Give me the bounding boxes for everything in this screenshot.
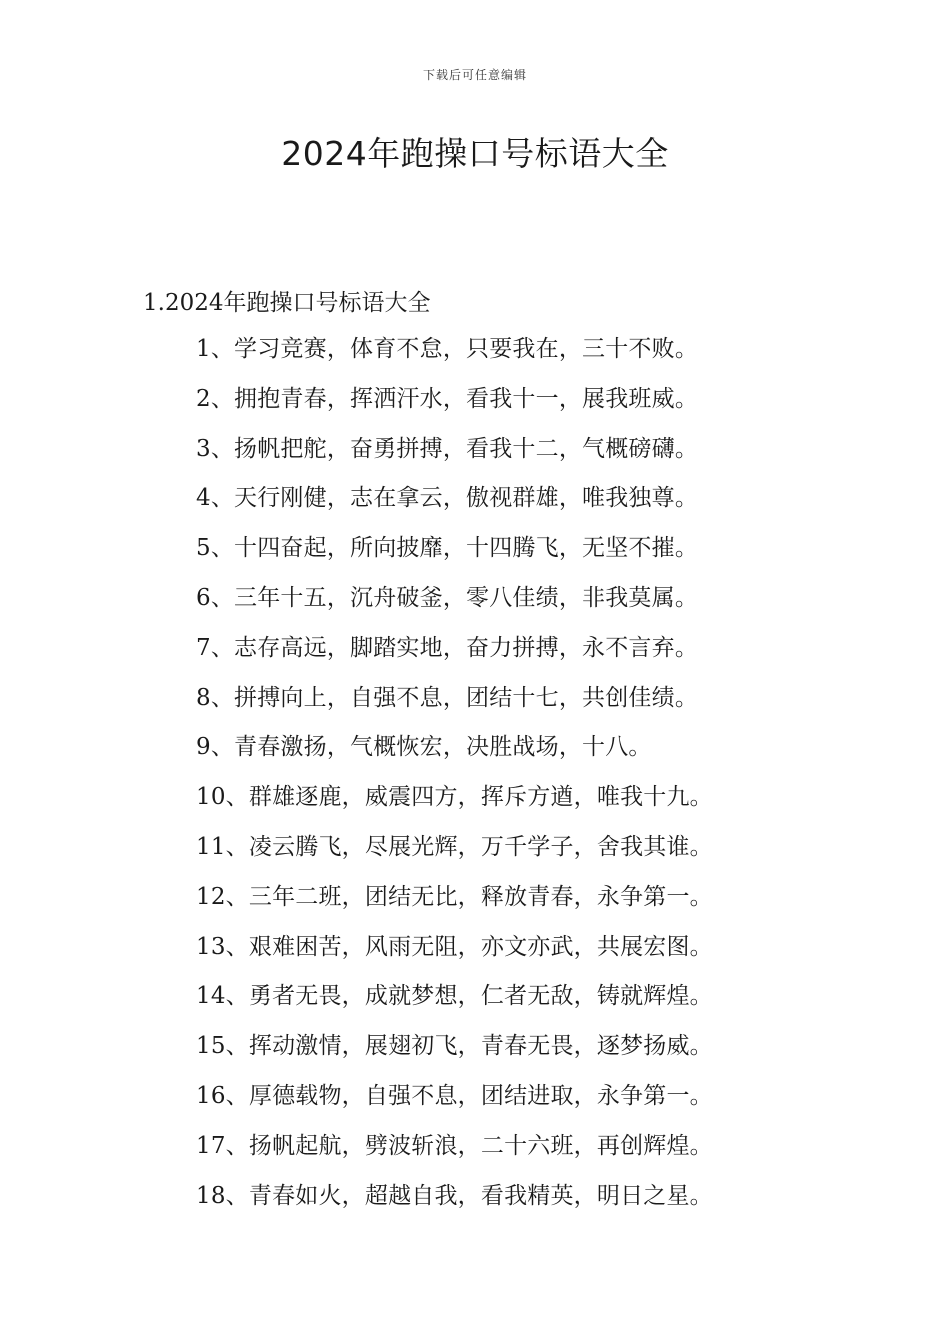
slogan-item: 2、拥抱青春，挥洒汗水，看我十一，展我班威。: [196, 385, 699, 412]
slogan-item: 17、扬帆起航，劈波斩浪，二十六班，再创辉煌。: [196, 1132, 713, 1159]
slogan-item: 15、挥动激情，展翅初飞，青春无畏，逐梦扬威。: [196, 1033, 713, 1060]
slogan-item: 11、凌云腾飞，尽展光辉，万千学子，舍我其谁。: [196, 833, 713, 860]
slogan-item: 8、拼搏向上，自强不息，团结十七，共创佳绩。: [196, 684, 699, 711]
page-header-note: 下载后可任意编辑: [422, 68, 527, 82]
slogan-item: 5、十四奋起，所向披靡，十四腾飞，无坚不摧。: [196, 535, 699, 562]
slogan-item: 16、厚德载物，自强不息，团结进取，永争第一。: [196, 1082, 713, 1109]
slogan-item: 1、学习竞赛，体育不怠，只要我在，三十不败。: [196, 336, 699, 362]
slogan-item: 9、青春激扬，气概恢宏，决胜战场，十八。: [196, 734, 652, 761]
slogan-item: 12、三年二班，团结无比，释放青春，永争第一。: [196, 883, 713, 910]
slogan-list: [196, 333, 713, 1229]
slogan-item: 7、志存高远，脚踏实地，奋力拼搏，永不言弃。: [196, 634, 699, 661]
slogan-item: 4、天行刚健，志在拿云，傲视群雄，唯我独尊。: [196, 485, 699, 512]
document-title: 2024年跑操口号标语大全: [281, 134, 669, 173]
slogan-item: 6、三年十五，沉舟破釜，零八佳绩，非我莫属。: [196, 584, 699, 611]
slogan-item: 10、群雄逐鹿，威震四方，挥斥方遒，唯我十九。: [196, 784, 713, 811]
section-heading: 1.2024年跑操口号标语大全: [143, 290, 431, 316]
slogan-item: 3、扬帆把舵，奋勇拼搏，看我十二，气概磅礴。: [196, 435, 699, 462]
slogan-item: 18、青春如火，超越自我，看我精英，明日之星。: [196, 1182, 713, 1209]
slogan-item: 14、勇者无畏，成就梦想，仁者无敌，铸就辉煌。: [196, 983, 713, 1010]
slogan-item: 13、艰难困苦，风雨无阻，亦文亦武，共展宏图。: [196, 933, 713, 960]
